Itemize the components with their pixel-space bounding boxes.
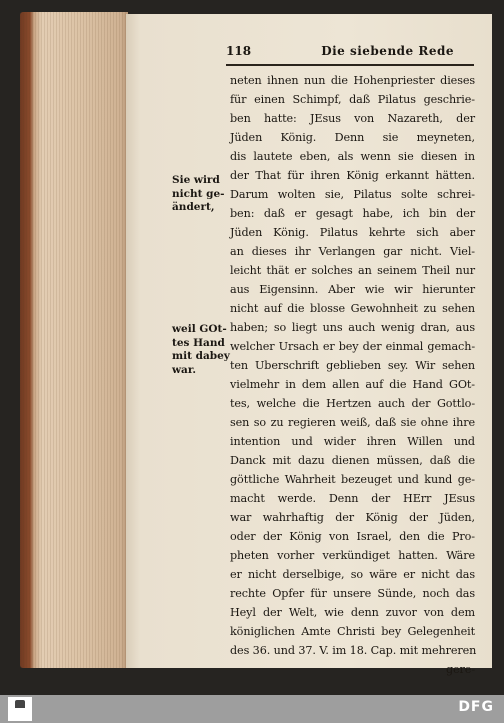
text-line: neten ihnen nun die Hohenpriester dieses <box>230 74 475 87</box>
header-rule <box>226 64 474 66</box>
text-line: intention und wider ihren Willen und <box>230 435 475 448</box>
text-line: göttliche Wahrheit bezeuget und kund ge- <box>230 473 475 486</box>
text-line: leicht thät er solches an seinem Theil nur <box>230 264 475 277</box>
text-line: vielmehr in dem allen auf die Hand GOt- <box>230 378 475 391</box>
marginal-note <box>172 174 228 215</box>
viewer-footer-bar <box>0 695 504 723</box>
marginal-line: war. <box>172 363 197 376</box>
marginal-line: ändert, <box>172 201 215 213</box>
marginal-note <box>172 323 228 377</box>
text-line: an dieses ihr Verlangen gar nicht. Viel- <box>230 245 475 258</box>
text-line: aus Eigensinn. Aber wie wir hierunter <box>230 283 475 296</box>
text-line: der That für ihren König erkannt hätten. <box>230 169 475 182</box>
text-line: ten Uberschrift geblieben sey. Wir sehen <box>230 359 475 372</box>
text-line: oder der König von Israel, den die Pro- <box>230 530 475 543</box>
text-line: haben; so liegt uns auch wenig dran, aus <box>230 321 475 334</box>
marginal-line: nicht ge- <box>172 187 225 200</box>
library-logo-icon[interactable] <box>8 697 32 721</box>
text-line: sen so zu regieren weiß, daß sie ohne ihre <box>230 416 475 429</box>
marginal-line: weil GOt- <box>172 323 227 335</box>
catchword: gere- <box>445 663 475 676</box>
body-text <box>230 71 475 679</box>
marginal-line: Sie wird <box>172 174 220 186</box>
text-line: Danck mit dazu dienen müssen, daß die <box>230 454 475 467</box>
marginal-line: mit dabey <box>172 350 230 362</box>
text-line: ben hatte: JEsus von Nazareth, der <box>230 112 475 125</box>
text-line: er nicht derselbige, so wäre er nicht das <box>230 568 475 581</box>
text-line: welcher Ursach er bey der einmal gemach- <box>230 340 475 353</box>
dfg-logo[interactable]: DFG <box>458 699 494 715</box>
text-line: Jüden König. Denn sie meyneten, <box>230 131 475 144</box>
book-page <box>126 14 492 676</box>
marginal-line: tes Hand <box>172 336 225 349</box>
text-line: nicht auf die blosse Gewohnheit zu sehen <box>230 302 475 315</box>
text-line: Heyl der Welt, wie denn zuvor von dem <box>230 606 475 619</box>
running-title: Die siebende Rede <box>321 44 454 58</box>
text-line: ben: daß er gesagt habe, ich bin der <box>230 207 475 220</box>
page-number: 118 <box>226 44 252 58</box>
text-line: dis lautete eben, als wenn sie diesen in <box>230 150 475 163</box>
text-line: rechte Opfer für unsere Sünde, noch das <box>230 587 475 600</box>
text-line: tes, welche die Hertzen auch der Gottlo- <box>230 397 475 410</box>
text-line: königlichen Amte Christi bey Gelegenheit <box>230 625 475 638</box>
text-line: Jüden König. Pilatus kehrte sich aber <box>230 226 475 239</box>
page-header <box>226 44 476 62</box>
text-line: des 36. und 37. V. im 18. Cap. mit mehreren <box>230 644 477 657</box>
text-line: macht werde. Denn der HErr JEsus <box>230 492 475 505</box>
text-line: war wahrhaftig der König der Jüden, <box>230 511 475 524</box>
text-line: pheten vorher verkündiget hatten. Wäre <box>230 549 475 562</box>
text-line: Darum wolten sie, Pilatus solte schrei- <box>230 188 475 201</box>
text-line: für einen Schimpf, daß Pilatus geschrie- <box>230 93 475 106</box>
book-page-edges <box>20 12 128 668</box>
